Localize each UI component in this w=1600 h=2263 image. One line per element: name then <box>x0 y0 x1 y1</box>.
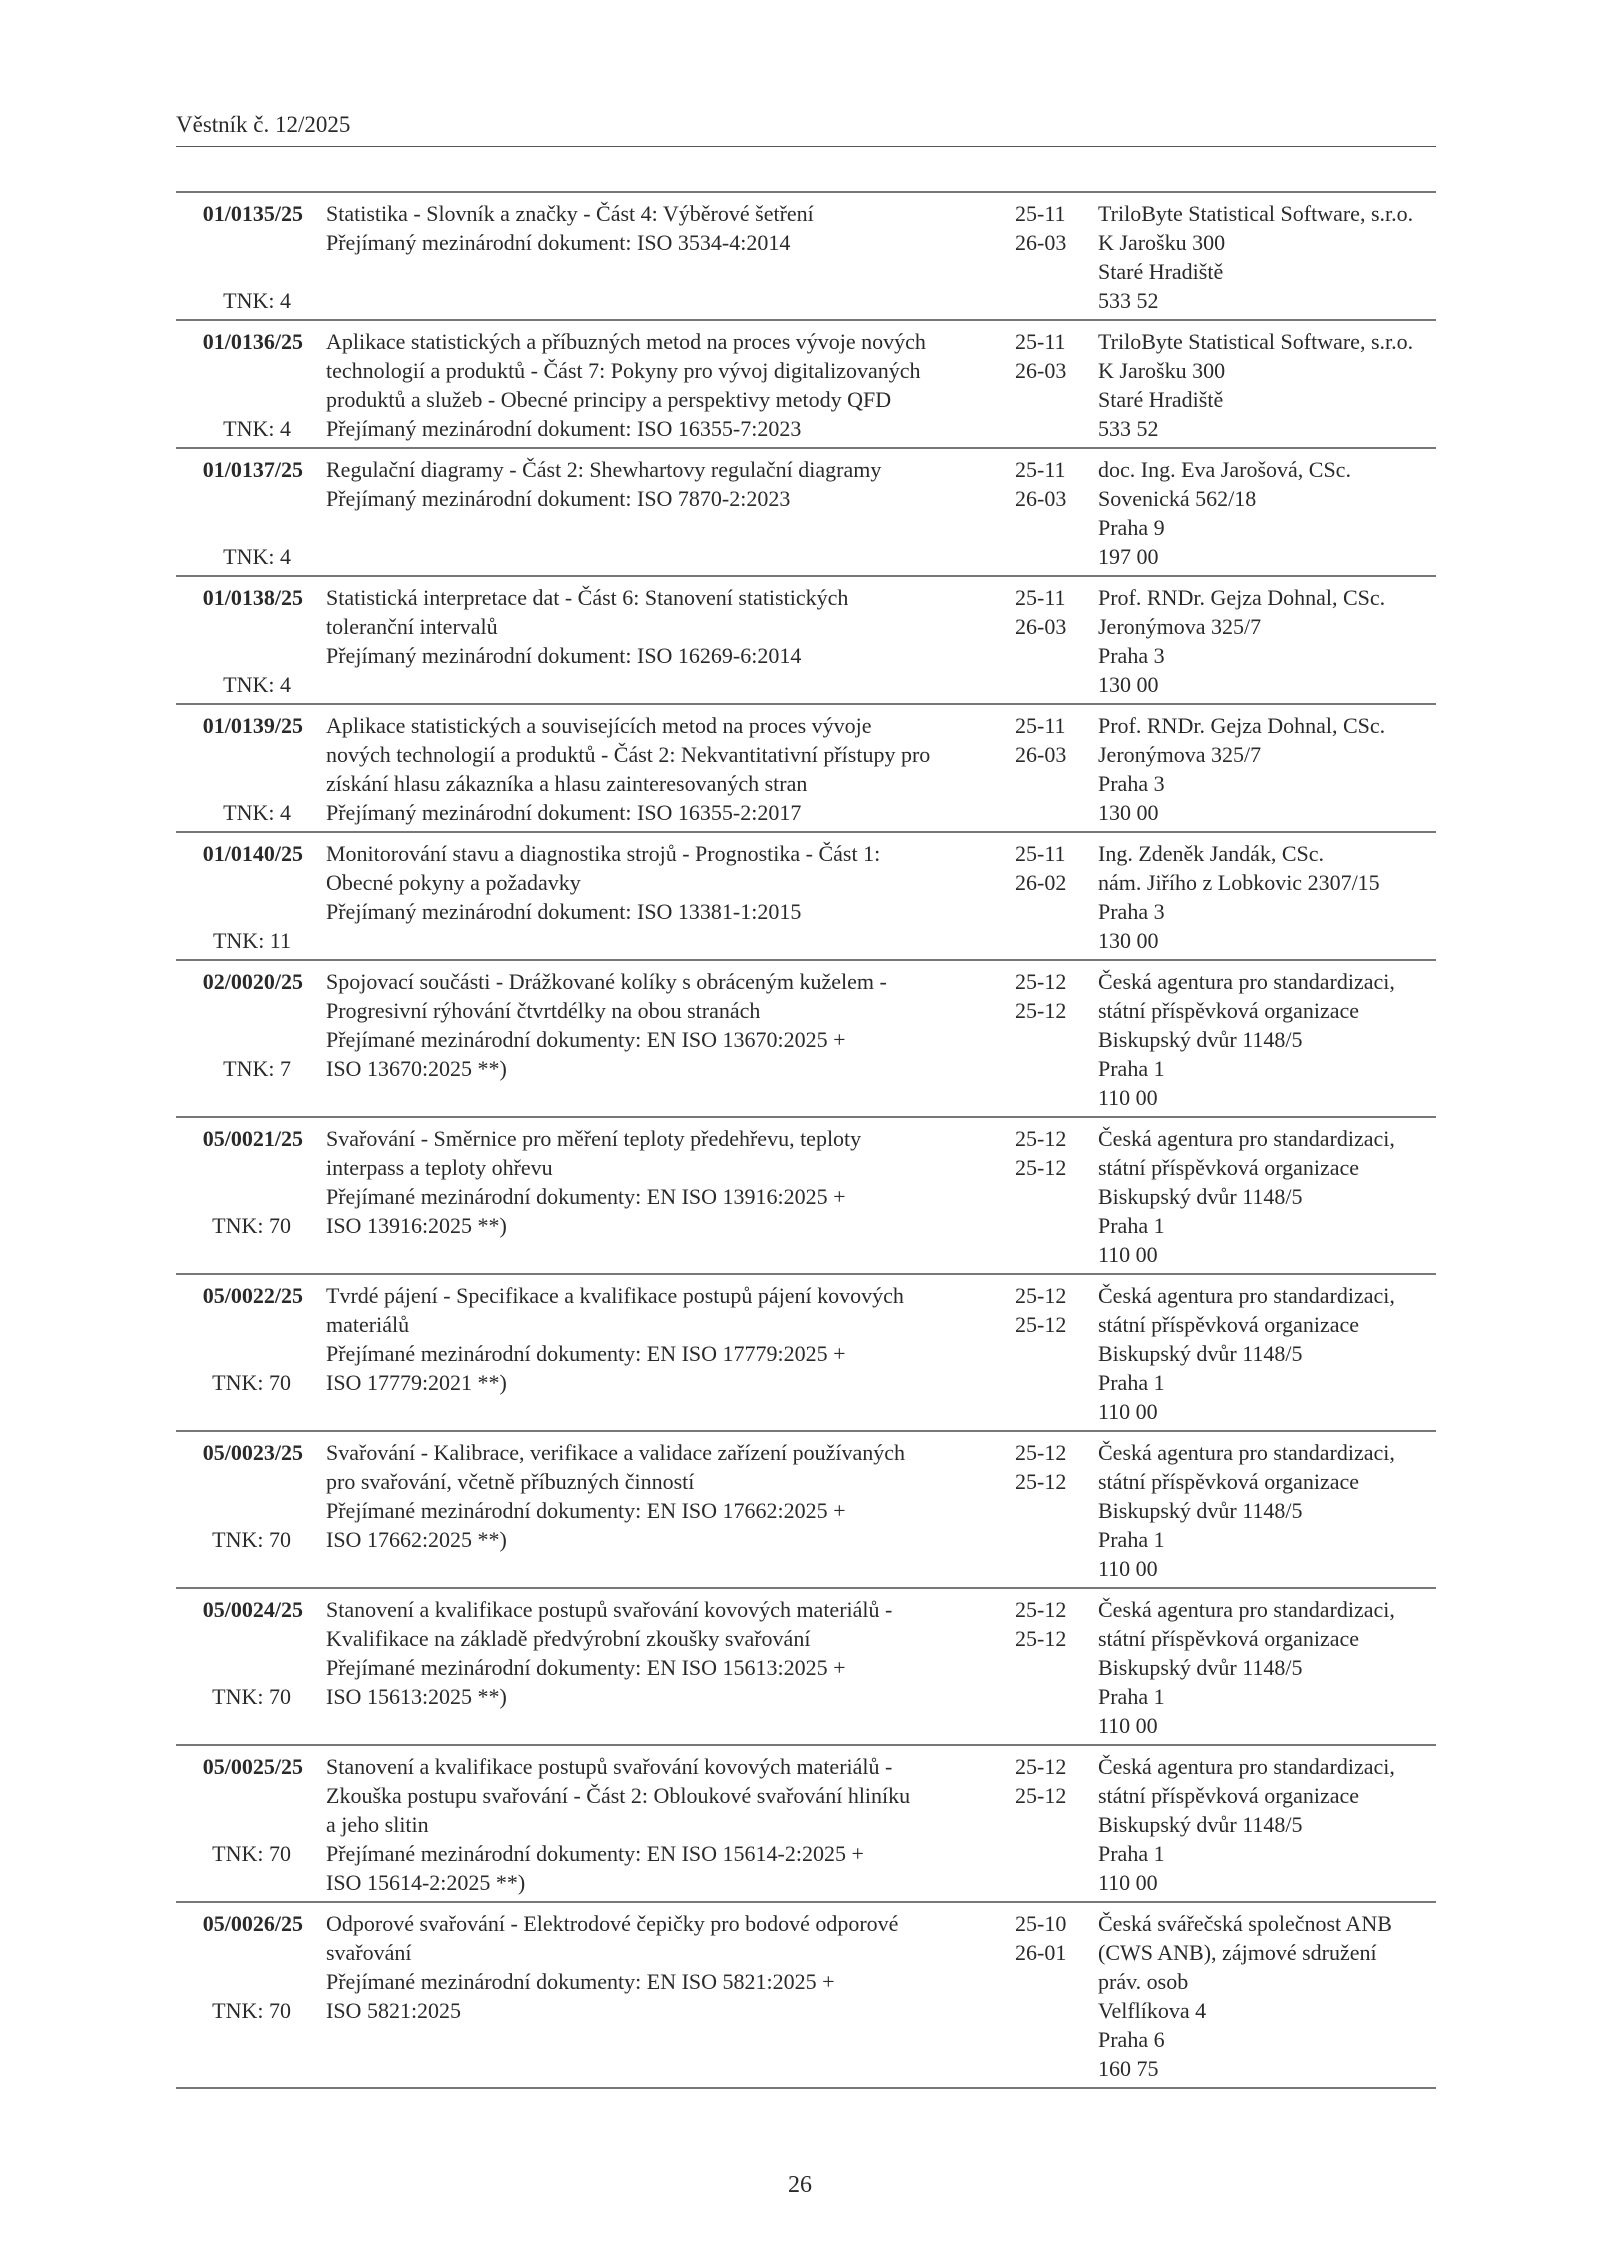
processor-address-line: 110 00 <box>1098 1399 1158 1424</box>
standard-id-cell <box>176 199 303 315</box>
standard-title-line: pro svařování, včetně příbuzných činností <box>326 1469 695 1494</box>
dates-line: 26-03 <box>1015 742 1067 767</box>
processor-address <box>1098 1438 1395 1583</box>
processor-address-line: (CWS ANB), zájmové sdružení <box>1098 1940 1377 1965</box>
dates-line: 25-10 <box>1015 1911 1067 1936</box>
processor-address-line: Jeronýmova 325/7 <box>1098 742 1262 767</box>
processor-address-line: Biskupský dvůr 1148/5 <box>1098 1341 1303 1366</box>
dates-line: 26-03 <box>1015 230 1067 255</box>
processor-address-line: Praha 1 <box>1098 1684 1165 1709</box>
standard-title-line: Přejímaný mezinárodní dokument: ISO 16355-2:2017 <box>326 800 802 825</box>
processor-address <box>1098 327 1413 443</box>
processor-address-line: Česká agentura pro standardizaci, <box>1098 1440 1395 1465</box>
standard-id-cell <box>176 1438 303 1583</box>
dates-line: 26-03 <box>1015 358 1067 383</box>
standard-title-line: Statistika - Slovník a značky - Část 4: Výběrové šetření <box>326 201 814 226</box>
dates <box>1015 967 1066 1025</box>
dates <box>1015 839 1066 897</box>
standards-table <box>176 191 1436 2089</box>
dates-line: 25-11 <box>1015 457 1066 482</box>
tnk-number: TNK: 4 <box>223 672 291 697</box>
processor-address-line: Česká agentura pro standardizaci, <box>1098 1283 1395 1308</box>
standard-id: 05/0024/25 <box>202 1597 303 1622</box>
processor-address-line: Praha 1 <box>1098 1527 1165 1552</box>
standard-title <box>326 1909 898 2025</box>
table-row <box>176 1903 1436 2089</box>
standard-title <box>326 199 814 257</box>
standard-title-line: Přejímané mezinárodní dokumenty: EN ISO 15614-2:2025 + <box>326 1841 864 1866</box>
dates <box>1015 1124 1066 1182</box>
standard-title-line: Aplikace statistických a souvisejících metod na proces vývoje <box>326 713 872 738</box>
standard-title-line: nových technologií a produktů - Část 2: Nekvantitativní přístupy pro <box>326 742 931 767</box>
processor-address <box>1098 583 1385 699</box>
standard-title <box>326 967 887 1083</box>
standard-title-line: ISO 15613:2025 **) <box>326 1684 507 1709</box>
dates-line: 25-11 <box>1015 329 1066 354</box>
standard-id: 05/0026/25 <box>202 1911 303 1936</box>
standard-id-cell <box>176 327 303 443</box>
processor-address-line: Biskupský dvůr 1148/5 <box>1098 1812 1303 1837</box>
standard-id-cell <box>176 711 303 827</box>
processor-address-line: 533 52 <box>1098 288 1159 313</box>
processor-address-line: Praha 6 <box>1098 2027 1165 2052</box>
standard-id: 01/0137/25 <box>202 457 303 482</box>
processor-address-line: Biskupský dvůr 1148/5 <box>1098 1498 1303 1523</box>
standard-id: 05/0023/25 <box>202 1440 303 1465</box>
standard-id-cell <box>176 1909 303 2083</box>
standard-title-line: Tvrdé pájení - Specifikace a kvalifikace postupů pájení kovových <box>326 1283 904 1308</box>
tnk-number: TNK: 4 <box>223 416 291 441</box>
standard-title-line: Spojovací součásti - Drážkované kolíky s obráceným kuželem - <box>326 969 887 994</box>
processor-address-line: Praha 9 <box>1098 515 1165 540</box>
standard-title-line: Přejímané mezinárodní dokumenty: EN ISO 13670:2025 + <box>326 1027 846 1052</box>
standard-title-line: Přejímaný mezinárodní dokument: ISO 7870-2:2023 <box>326 486 791 511</box>
standard-title <box>326 711 930 827</box>
processor-address-line: státní příspěvková organizace <box>1098 1783 1360 1808</box>
processor-address-line: práv. osob <box>1098 1969 1189 1994</box>
standard-title-line: toleranční intervalů <box>326 614 498 639</box>
standard-title-line: Kvalifikace na základě předvýrobní zkoušky svařování <box>326 1626 811 1651</box>
processor-address-line: Česká agentura pro standardizaci, <box>1098 1597 1395 1622</box>
dates-line: 26-01 <box>1015 1940 1067 1965</box>
standard-title <box>326 583 848 670</box>
standard-title-line: Přejímaný mezinárodní dokument: ISO 16355-7:2023 <box>326 416 802 441</box>
dates <box>1015 199 1066 257</box>
processor-address-line: státní příspěvková organizace <box>1098 1469 1360 1494</box>
standard-title-line: Stanovení a kvalifikace postupů svařování kovových materiálů - <box>326 1597 893 1622</box>
standard-title-line: Přejímaný mezinárodní dokument: ISO 13381-1:2015 <box>326 899 802 924</box>
standard-title <box>326 1124 861 1240</box>
dates-line: 25-11 <box>1015 585 1066 610</box>
processor-address-line: 110 00 <box>1098 1085 1158 1110</box>
processor-address-line: Biskupský dvůr 1148/5 <box>1098 1027 1303 1052</box>
standard-id-cell <box>176 583 303 699</box>
processor-address-line: Sovenická 562/18 <box>1098 486 1257 511</box>
standard-title <box>326 1752 910 1897</box>
tnk-number: TNK: 70 <box>212 1370 291 1395</box>
dates <box>1015 1595 1066 1653</box>
processor-address-line: Praha 3 <box>1098 899 1165 924</box>
standard-title-line: Monitorování stavu a diagnostika strojů - Prognostika - Část 1: <box>326 841 881 866</box>
standard-id-cell <box>176 1752 303 1897</box>
standard-id: 01/0136/25 <box>202 329 303 354</box>
processor-address-line: 130 00 <box>1098 928 1159 953</box>
standard-id-cell <box>176 1124 303 1269</box>
standard-title-line: Aplikace statistických a příbuzných metod na proces vývoje nových <box>326 329 926 354</box>
dates-line: 25-12 <box>1015 1754 1067 1779</box>
standard-title-line: Přejímané mezinárodní dokumenty: EN ISO 15613:2025 + <box>326 1655 846 1680</box>
tnk-number: TNK: 4 <box>223 544 291 569</box>
table-row <box>176 1432 1436 1589</box>
standard-id: 01/0140/25 <box>202 841 303 866</box>
processor-address-line: Prof. RNDr. Gejza Dohnal, CSc. <box>1098 713 1386 738</box>
standard-title-line: ISO 15614-2:2025 **) <box>326 1870 526 1895</box>
tnk-number: TNK: 70 <box>212 1527 291 1552</box>
tnk-number: TNK: 7 <box>223 1056 291 1081</box>
standard-title-line: Zkouška postupu svařování - Část 2: Obloukové svařování hliníku <box>326 1783 911 1808</box>
standard-title-line: ISO 17779:2021 **) <box>326 1370 507 1395</box>
processor-address <box>1098 1752 1395 1897</box>
dates-line: 26-02 <box>1015 870 1067 895</box>
tnk-number: TNK: 70 <box>212 1998 291 2023</box>
dates <box>1015 455 1066 513</box>
processor-address-line: státní příspěvková organizace <box>1098 1312 1360 1337</box>
processor-address-line: Velflíkova 4 <box>1098 1998 1207 2023</box>
tnk-number: TNK: 70 <box>212 1684 291 1709</box>
standard-id: 01/0138/25 <box>202 585 303 610</box>
tnk-number: TNK: 4 <box>223 288 291 313</box>
tnk-number: TNK: 70 <box>212 1213 291 1238</box>
standard-title-line: ISO 5821:2025 <box>326 1998 462 2023</box>
page-number: 26 <box>788 2172 812 2198</box>
dates <box>1015 711 1066 769</box>
standard-title-line: Svařování - Směrnice pro měření teploty předehřevu, teploty <box>326 1126 862 1151</box>
standard-title-line: svařování <box>326 1940 412 1965</box>
standard-title-line: ISO 17662:2025 **) <box>326 1527 507 1552</box>
processor-address-line: 110 00 <box>1098 1242 1158 1267</box>
processor-address-line: Česká agentura pro standardizaci, <box>1098 1754 1395 1779</box>
processor-address-line: Praha 1 <box>1098 1056 1165 1081</box>
processor-address-line: TriloByte Statistical Software, s.r.o. <box>1098 329 1414 354</box>
processor-address-line: Praha 3 <box>1098 771 1165 796</box>
standard-title-line: Přejímané mezinárodní dokumenty: EN ISO 13916:2025 + <box>326 1184 846 1209</box>
processor-address-line: 130 00 <box>1098 800 1159 825</box>
dates-line: 26-03 <box>1015 486 1067 511</box>
dates-line: 25-12 <box>1015 1440 1067 1465</box>
standard-title <box>326 1281 904 1397</box>
processor-address <box>1098 711 1385 827</box>
table-row <box>176 961 1436 1118</box>
table-row <box>176 1589 1436 1746</box>
standard-id: 01/0139/25 <box>202 713 303 738</box>
dates-line: 25-12 <box>1015 969 1067 994</box>
processor-address <box>1098 1909 1392 2083</box>
standard-title-line: materiálů <box>326 1312 410 1337</box>
dates-line: 25-11 <box>1015 713 1066 738</box>
standard-title <box>326 1438 905 1554</box>
processor-address-line: státní příspěvková organizace <box>1098 998 1360 1023</box>
processor-address-line: Praha 1 <box>1098 1841 1165 1866</box>
standard-id: 05/0022/25 <box>202 1283 303 1308</box>
standard-title <box>326 839 880 926</box>
standard-title-line: a jeho slitin <box>326 1812 429 1837</box>
dates-line: 25-12 <box>1015 1283 1067 1308</box>
standard-title-line: Přejímané mezinárodní dokumenty: EN ISO 17779:2025 + <box>326 1341 846 1366</box>
table-row <box>176 1118 1436 1275</box>
processor-address-line: 110 00 <box>1098 1870 1158 1895</box>
dates <box>1015 1438 1066 1496</box>
dates-line: 25-11 <box>1015 201 1066 226</box>
processor-address-line: státní příspěvková organizace <box>1098 1155 1360 1180</box>
standard-id-cell <box>176 1281 303 1426</box>
standard-title-line: získání hlasu zákazníka a hlasu zainteresovaných stran <box>326 771 808 796</box>
table-row <box>176 833 1436 961</box>
dates-line: 25-12 <box>1015 1469 1067 1494</box>
standard-title-line: produktů a služeb - Obecné principy a perspektivy metody QFD <box>326 387 892 412</box>
processor-address-line: K Jarošku 300 <box>1098 230 1226 255</box>
dates-line: 26-03 <box>1015 614 1067 639</box>
processor-address-line: Ing. Zdeněk Jandák, CSc. <box>1098 841 1325 866</box>
table-row <box>176 1275 1436 1432</box>
standard-id: 02/0020/25 <box>202 969 303 994</box>
processor-address-line: Praha 3 <box>1098 643 1165 668</box>
standard-title-line: ISO 13670:2025 **) <box>326 1056 507 1081</box>
standard-id-cell <box>176 967 303 1112</box>
table-row <box>176 705 1436 833</box>
dates-line: 25-12 <box>1015 1126 1067 1151</box>
dates <box>1015 583 1066 641</box>
standard-id-cell <box>176 839 303 955</box>
processor-address-line: Praha 1 <box>1098 1213 1165 1238</box>
standard-title <box>326 1595 892 1711</box>
standard-id-cell <box>176 1595 303 1740</box>
dates-line: 25-12 <box>1015 1312 1067 1337</box>
standard-title-line: Svařování - Kalibrace, verifikace a validace zařízení používaných <box>326 1440 906 1465</box>
standard-id: 01/0135/25 <box>202 201 303 226</box>
dates-line: 25-11 <box>1015 841 1066 866</box>
processor-address <box>1098 455 1351 571</box>
processor-address-line: 533 52 <box>1098 416 1159 441</box>
processor-address-line: K Jarošku 300 <box>1098 358 1226 383</box>
header-divider <box>176 146 1436 147</box>
dates <box>1015 327 1066 385</box>
standard-title <box>326 455 881 513</box>
processor-address <box>1098 1281 1395 1426</box>
standard-title-line: Progresivní rýhování čtvrtdélky na obou stranách <box>326 998 761 1023</box>
standard-title-line: Regulační diagramy - Část 2: Shewhartovy regulační diagramy <box>326 457 882 482</box>
processor-address-line: Praha 1 <box>1098 1370 1165 1395</box>
processor-address <box>1098 199 1413 315</box>
table-row <box>176 449 1436 577</box>
table-row <box>176 577 1436 705</box>
standard-title-line: Přejímané mezinárodní dokumenty: EN ISO 5821:2025 + <box>326 1969 835 1994</box>
dates-line: 25-12 <box>1015 1597 1067 1622</box>
standard-title-line: Přejímaný mezinárodní dokument: ISO 16269-6:2014 <box>326 643 802 668</box>
processor-address-line: Staré Hradiště <box>1098 387 1224 412</box>
bulletin-title: Věstník č. 12/2025 <box>176 112 351 137</box>
standard-id: 05/0021/25 <box>202 1126 303 1151</box>
processor-address-line: doc. Ing. Eva Jarošová, CSc. <box>1098 457 1351 482</box>
standard-title-line: ISO 13916:2025 **) <box>326 1213 507 1238</box>
processor-address-line: 110 00 <box>1098 1713 1158 1738</box>
tnk-number: TNK: 11 <box>212 928 291 953</box>
table-row <box>176 193 1436 321</box>
standard-title-line: Statistická interpretace dat - Část 6: Stanovení statistických <box>326 585 849 610</box>
standard-title-line: Stanovení a kvalifikace postupů svařování kovových materiálů - <box>326 1754 893 1779</box>
processor-address-line: Jeronýmova 325/7 <box>1098 614 1262 639</box>
dates <box>1015 1281 1066 1339</box>
processor-address-line: 160 75 <box>1098 2056 1159 2081</box>
dates-line: 25-12 <box>1015 998 1067 1023</box>
processor-address-line: Česká agentura pro standardizaci, <box>1098 969 1395 994</box>
table-row <box>176 1746 1436 1903</box>
standard-title-line: Přejímaný mezinárodní dokument: ISO 3534-4:2014 <box>326 230 791 255</box>
dates-line: 25-12 <box>1015 1626 1067 1651</box>
standard-id: 05/0025/25 <box>202 1754 303 1779</box>
processor-address-line: Biskupský dvůr 1148/5 <box>1098 1184 1303 1209</box>
processor-address-line: 110 00 <box>1098 1556 1158 1581</box>
standard-title <box>326 327 926 443</box>
processor-address-line: Prof. RNDr. Gejza Dohnal, CSc. <box>1098 585 1386 610</box>
standard-title-line: Obecné pokyny a požadavky <box>326 870 581 895</box>
processor-address-line: Staré Hradiště <box>1098 259 1224 284</box>
processor-address <box>1098 839 1380 955</box>
dates <box>1015 1909 1066 1967</box>
processor-address-line: Česká agentura pro standardizaci, <box>1098 1126 1395 1151</box>
table-row <box>176 321 1436 449</box>
processor-address-line: nám. Jiřího z Lobkovic 2307/15 <box>1098 870 1380 895</box>
processor-address-line: TriloByte Statistical Software, s.r.o. <box>1098 201 1414 226</box>
processor-address <box>1098 1124 1395 1269</box>
processor-address <box>1098 967 1395 1112</box>
processor-address-line: 130 00 <box>1098 672 1159 697</box>
standard-id-cell <box>176 455 303 571</box>
standard-title-line: Odporové svařování - Elektrodové čepičky pro bodové odporové <box>326 1911 899 1936</box>
processor-address-line: Česká svářečská společnost ANB <box>1098 1911 1392 1936</box>
processor-address-line: Biskupský dvůr 1148/5 <box>1098 1655 1303 1680</box>
processor-address-line: 197 00 <box>1098 544 1159 569</box>
standard-title-line: interpass a teploty ohřevu <box>326 1155 553 1180</box>
processor-address-line: státní příspěvková organizace <box>1098 1626 1360 1651</box>
standard-title-line: technologií a produktů - Část 7: Pokyny pro vývoj digitalizovaných <box>326 358 921 383</box>
tnk-number: TNK: 70 <box>212 1841 291 1866</box>
dates <box>1015 1752 1066 1810</box>
tnk-number: TNK: 4 <box>223 800 291 825</box>
dates-line: 25-12 <box>1015 1783 1067 1808</box>
dates-line: 25-12 <box>1015 1155 1067 1180</box>
standard-title-line: Přejímané mezinárodní dokumenty: EN ISO 17662:2025 + <box>326 1498 846 1523</box>
processor-address <box>1098 1595 1395 1740</box>
